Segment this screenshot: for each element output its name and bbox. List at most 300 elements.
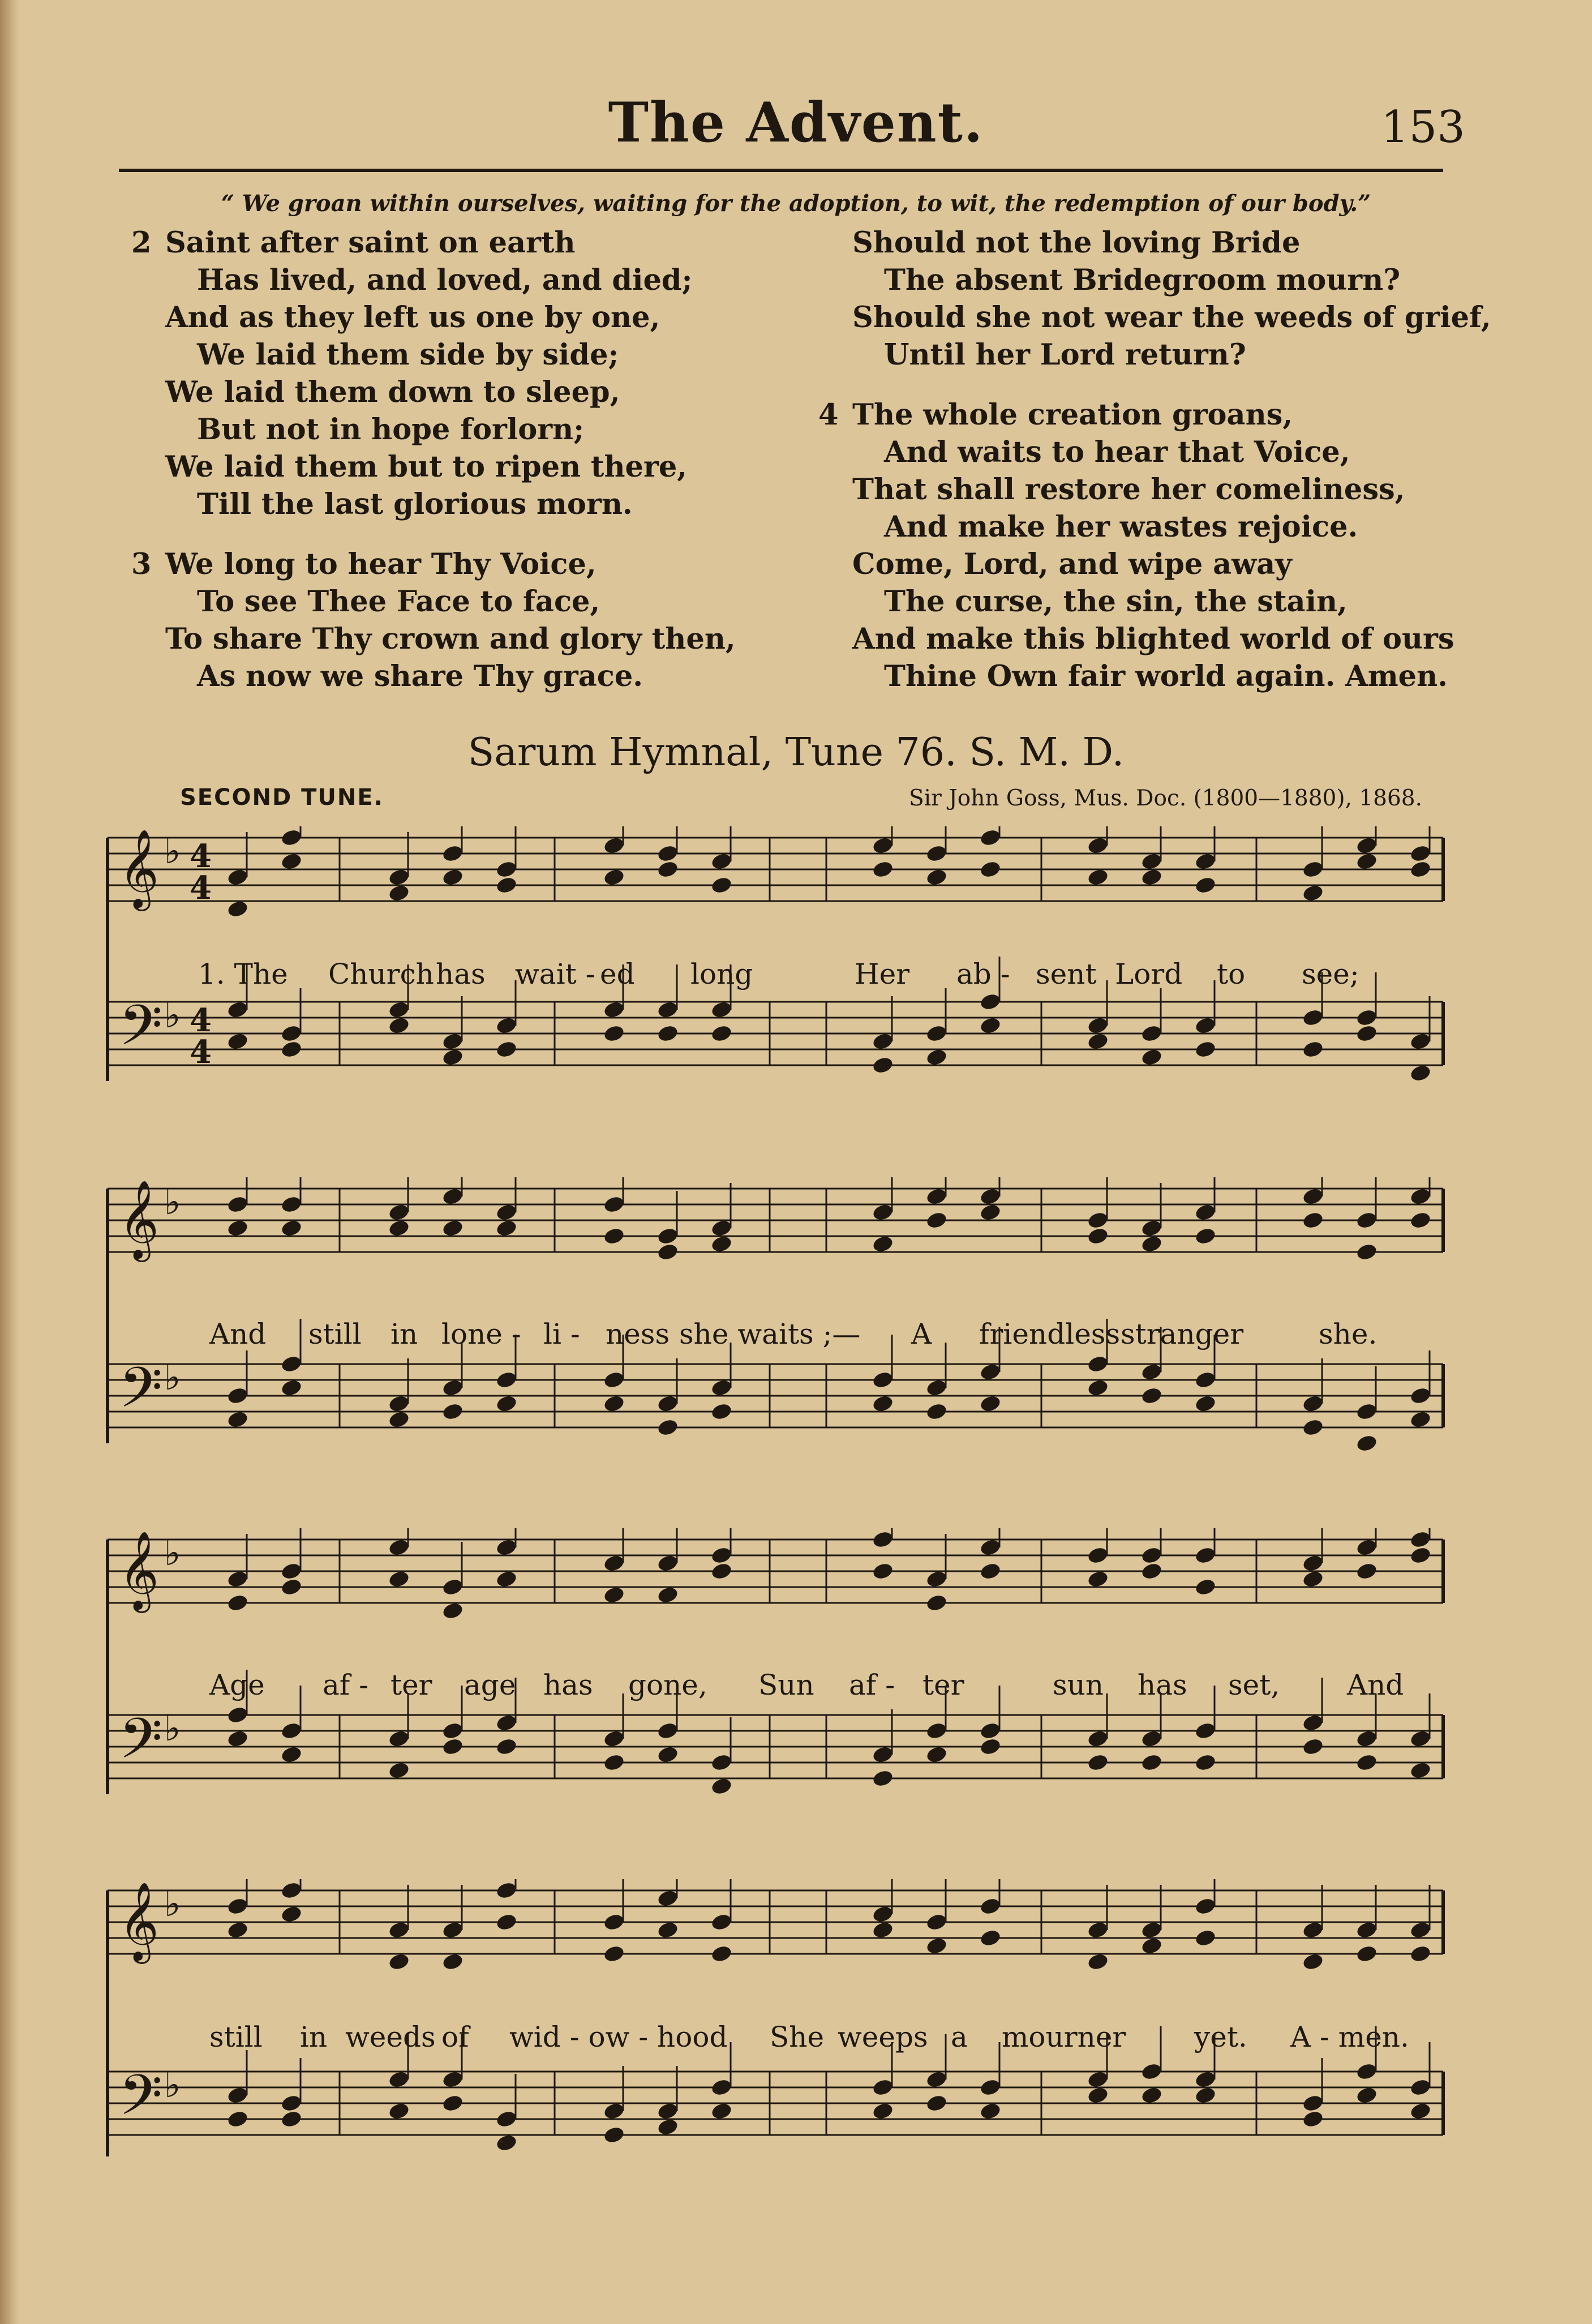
note-head bbox=[495, 1570, 518, 1589]
syllable: li - bbox=[543, 1318, 580, 1350]
note-head bbox=[1409, 1032, 1432, 1051]
note-head bbox=[1140, 1936, 1163, 1956]
note-head bbox=[280, 1040, 303, 1059]
note-head bbox=[388, 1729, 410, 1748]
syllable: she waits ;— bbox=[679, 1318, 861, 1350]
note-head bbox=[925, 868, 948, 887]
note-head bbox=[1302, 1211, 1324, 1230]
note-head bbox=[979, 860, 1002, 879]
note-head bbox=[1355, 1920, 1378, 1940]
note-head bbox=[872, 2102, 894, 2121]
note-head bbox=[1302, 1418, 1324, 1437]
flat-sign-icon: ♭ bbox=[164, 1356, 181, 1398]
note-head bbox=[388, 1570, 410, 1589]
verse-number: 4 bbox=[818, 398, 839, 432]
note-head bbox=[710, 2078, 733, 2097]
syllable: 1. The bbox=[198, 958, 288, 991]
note-head bbox=[280, 1577, 303, 1597]
note-head bbox=[1087, 868, 1109, 887]
note-head bbox=[226, 1386, 249, 1405]
syllable: see; bbox=[1302, 958, 1359, 991]
syllable: sun bbox=[1053, 1669, 1104, 1701]
note-head bbox=[1087, 1227, 1109, 1246]
verse-line: And waits to hear that Voice, bbox=[884, 435, 1350, 469]
syllable: ness bbox=[606, 1318, 670, 1350]
note-head bbox=[388, 1761, 410, 1780]
note-head bbox=[1194, 1394, 1217, 1413]
note-head bbox=[872, 1745, 894, 1764]
note-head bbox=[710, 1234, 733, 1254]
note-head bbox=[441, 1032, 464, 1051]
note-head bbox=[710, 876, 733, 895]
header-rule bbox=[119, 169, 1443, 172]
note-head bbox=[1302, 1920, 1324, 1940]
note-head bbox=[388, 1016, 410, 1035]
lyrics-line-3 bbox=[102, 1669, 1460, 1703]
note-head bbox=[872, 1234, 894, 1254]
note-head bbox=[226, 1195, 249, 1214]
note-head bbox=[603, 1554, 625, 1573]
note-head bbox=[872, 1370, 894, 1390]
time-signature-digit: 4 bbox=[190, 1002, 212, 1039]
note-head bbox=[710, 852, 733, 871]
note-head bbox=[872, 860, 894, 879]
note-head bbox=[1355, 1434, 1378, 1453]
verse-line: And make her wastes rejoice. bbox=[884, 510, 1358, 544]
note-head bbox=[603, 1227, 625, 1246]
syllable: Age bbox=[209, 1669, 265, 1701]
note-head bbox=[495, 1016, 518, 1035]
syllable: And bbox=[209, 1318, 267, 1350]
note-head bbox=[280, 1905, 303, 1924]
note-head bbox=[226, 1897, 249, 1916]
note-head bbox=[388, 1219, 410, 1238]
note-head bbox=[979, 1187, 1002, 1206]
note-head bbox=[603, 2125, 625, 2145]
note-head bbox=[603, 1394, 625, 1413]
note-head bbox=[1409, 1410, 1432, 1429]
note-head bbox=[1409, 1211, 1432, 1230]
note-head bbox=[441, 1187, 464, 1206]
verse-line: We laid them side by side; bbox=[197, 338, 619, 372]
note-head bbox=[1302, 1040, 1324, 1059]
note-head bbox=[603, 1585, 625, 1605]
note-head bbox=[979, 2102, 1002, 2121]
lyrics-line-1 bbox=[102, 958, 1460, 992]
note-head bbox=[979, 1562, 1002, 1581]
note-head bbox=[280, 1195, 303, 1214]
note-head bbox=[1355, 1402, 1378, 1421]
note-head bbox=[1194, 1370, 1217, 1390]
note-head bbox=[656, 1585, 679, 1605]
note-head bbox=[925, 2094, 948, 2113]
syllable: Her bbox=[855, 958, 910, 991]
verse-line: And make this blighted world of ours bbox=[852, 622, 1454, 656]
note-head bbox=[872, 1920, 894, 1940]
note-head bbox=[1087, 1753, 1109, 1772]
note-head bbox=[1194, 876, 1217, 895]
syllable: weeps bbox=[838, 2021, 928, 2053]
note-head bbox=[979, 1538, 1002, 1557]
note-head bbox=[603, 1729, 625, 1748]
note-head bbox=[603, 1913, 625, 1932]
note-head bbox=[1087, 1378, 1109, 1397]
note-head bbox=[1355, 1024, 1378, 1043]
note-head bbox=[1087, 1570, 1109, 1589]
note-head bbox=[388, 1920, 410, 1940]
note-head bbox=[1194, 1227, 1217, 1246]
clef-icon: 𝄢 bbox=[119, 1356, 163, 1435]
note-head bbox=[979, 1897, 1002, 1916]
syllable: still bbox=[209, 2021, 263, 2053]
note-head bbox=[872, 1032, 894, 1051]
note-head bbox=[495, 1538, 518, 1557]
note-head bbox=[710, 1000, 733, 1019]
time-signature-digit: 4 bbox=[190, 1034, 212, 1071]
clef-icon: 𝄞 bbox=[119, 829, 159, 908]
note-head bbox=[1140, 1562, 1163, 1581]
flat-sign-icon: ♭ bbox=[164, 1707, 181, 1749]
note-head bbox=[495, 876, 518, 895]
note-head bbox=[226, 2086, 249, 2105]
syllable: stranger bbox=[1121, 1318, 1244, 1350]
note-head bbox=[1087, 1211, 1109, 1230]
treble-staff bbox=[108, 1177, 1443, 1262]
note-head bbox=[603, 1024, 625, 1043]
syllable: age bbox=[464, 1669, 516, 1701]
note-head bbox=[1194, 1753, 1217, 1772]
note-head bbox=[1302, 1394, 1324, 1413]
note-head bbox=[441, 2070, 464, 2089]
note-head bbox=[656, 844, 679, 863]
tune-title: Sarum Hymnal, Tune 76. S. M. D. bbox=[467, 730, 1125, 775]
flat-sign-icon: ♭ bbox=[164, 1532, 181, 1573]
note-head bbox=[710, 1378, 733, 1397]
note-head bbox=[1355, 2062, 1378, 2081]
note-head bbox=[495, 2109, 518, 2129]
note-head bbox=[1194, 1040, 1217, 1059]
note-head bbox=[280, 1745, 303, 1764]
note-head bbox=[1302, 1570, 1324, 1589]
syllable: af - bbox=[849, 1669, 895, 1701]
note-head bbox=[872, 2078, 894, 2097]
note-head bbox=[388, 1000, 410, 1019]
time-signature-digit: 4 bbox=[190, 838, 212, 875]
note-head bbox=[1087, 2086, 1109, 2105]
note-head bbox=[1302, 1737, 1324, 1756]
clef-icon: 𝄞 bbox=[119, 1180, 159, 1259]
note-head bbox=[1087, 1546, 1109, 1565]
syllable: A - men. bbox=[1290, 2021, 1409, 2053]
note-head bbox=[925, 1187, 948, 1206]
note-head bbox=[1087, 836, 1109, 855]
note-head bbox=[603, 1370, 625, 1390]
note-head bbox=[656, 2117, 679, 2137]
note-head bbox=[1194, 1577, 1217, 1597]
note-head bbox=[656, 1227, 679, 1246]
time-signature-digit: 4 bbox=[190, 869, 212, 907]
note-head bbox=[979, 2078, 1002, 2097]
composer-credit: Sir John Goss, Mus. Doc. (1800—1880), 1868. bbox=[908, 786, 1422, 811]
clef-icon: 𝄢 bbox=[119, 993, 163, 1073]
syllable: weeds bbox=[345, 2021, 436, 2053]
note-head bbox=[495, 860, 518, 879]
music-system-1 bbox=[102, 826, 1460, 1121]
note-head bbox=[226, 1570, 249, 1589]
verse-number: 3 bbox=[131, 547, 152, 581]
verse-line: Should she not wear the weeds of grief, bbox=[852, 301, 1491, 335]
note-head bbox=[1409, 1386, 1432, 1405]
syllable: in bbox=[391, 1318, 418, 1350]
verse-2 bbox=[131, 224, 693, 523]
note-head bbox=[1087, 2070, 1109, 2089]
verse-line: To see Thee Face to face, bbox=[197, 585, 600, 619]
verse-line: We long to hear Thy Voice, bbox=[165, 547, 597, 581]
note-head bbox=[226, 1593, 249, 1613]
note-head bbox=[1194, 852, 1217, 871]
verse-line: The curse, the sin, the stain, bbox=[884, 585, 1348, 619]
note-head bbox=[1355, 1008, 1378, 1027]
note-head bbox=[656, 1024, 679, 1043]
note-head bbox=[226, 1000, 249, 1019]
note-head bbox=[226, 2109, 249, 2129]
note-head bbox=[226, 868, 249, 887]
note-head bbox=[872, 1769, 894, 1788]
note-head bbox=[1409, 1761, 1432, 1780]
note-head bbox=[441, 1219, 464, 1238]
second-tune-label: SECOND TUNE. bbox=[180, 784, 384, 811]
verse-line: But not in hope forlorn; bbox=[197, 413, 585, 447]
flat-sign-icon: ♭ bbox=[164, 830, 181, 872]
note-head bbox=[1302, 884, 1324, 903]
note-head bbox=[441, 2094, 464, 2113]
note-head bbox=[441, 1920, 464, 1940]
note-head bbox=[495, 1881, 518, 1900]
note-head bbox=[656, 860, 679, 879]
note-head bbox=[280, 2109, 303, 2129]
note-head bbox=[495, 1737, 518, 1756]
verse-line: Till the last glorious morn. bbox=[197, 487, 633, 521]
note-head bbox=[656, 1920, 679, 1940]
note-head bbox=[441, 1402, 464, 1421]
note-head bbox=[979, 1362, 1002, 1382]
syllable: she. bbox=[1319, 1318, 1378, 1350]
syllable: set, bbox=[1228, 1669, 1280, 1701]
note-head bbox=[1355, 1242, 1378, 1262]
syllable: Church bbox=[328, 958, 434, 991]
note-head bbox=[925, 1402, 948, 1421]
flat-sign-icon: ♭ bbox=[164, 1181, 181, 1223]
clef-icon: 𝄞 bbox=[119, 1882, 159, 1961]
note-head bbox=[226, 1032, 249, 1051]
note-head bbox=[1140, 1234, 1163, 1254]
music-system-2 bbox=[102, 1177, 1460, 1483]
note-head bbox=[603, 1000, 625, 1019]
note-head bbox=[925, 1378, 948, 1397]
note-head bbox=[1355, 1562, 1378, 1581]
note-head bbox=[1355, 1538, 1378, 1557]
note-head bbox=[280, 1721, 303, 1740]
note-head bbox=[1087, 1729, 1109, 1748]
note-head bbox=[1409, 2102, 1432, 2121]
note-head bbox=[1140, 1048, 1163, 1067]
note-head bbox=[656, 1554, 679, 1573]
note-head bbox=[1194, 2070, 1217, 2089]
note-head bbox=[872, 836, 894, 855]
syllable: And bbox=[1347, 1669, 1404, 1701]
note-head bbox=[656, 1242, 679, 1262]
note-head bbox=[979, 1737, 1002, 1756]
note-head bbox=[1140, 2086, 1163, 2105]
running-title: The Advent. bbox=[608, 91, 984, 155]
note-head bbox=[441, 1577, 464, 1597]
note-head bbox=[603, 1944, 625, 1963]
verse-line: To share Thy crown and glory then, bbox=[165, 622, 736, 656]
note-head bbox=[1355, 2086, 1378, 2105]
note-head bbox=[710, 1913, 733, 1932]
note-head bbox=[603, 1195, 625, 1214]
note-head bbox=[441, 1601, 464, 1620]
treble-staff bbox=[108, 1528, 1443, 1620]
note-head bbox=[1409, 1187, 1432, 1206]
verse-number: 2 bbox=[131, 226, 152, 260]
note-head bbox=[979, 828, 1002, 847]
verse-line: Thine Own fair world again. Amen. bbox=[884, 659, 1448, 693]
music-system-3 bbox=[102, 1528, 1460, 1834]
note-head bbox=[1355, 1944, 1378, 1963]
syllable: lone - bbox=[441, 1318, 521, 1350]
note-head bbox=[656, 1418, 679, 1437]
note-head bbox=[280, 1024, 303, 1043]
note-head bbox=[603, 2102, 625, 2121]
note-head bbox=[495, 1913, 518, 1932]
note-head bbox=[1409, 1546, 1432, 1565]
note-head bbox=[441, 868, 464, 887]
note-head bbox=[1409, 1944, 1432, 1963]
note-head bbox=[872, 1203, 894, 1222]
verse-line: Until her Lord return? bbox=[884, 338, 1246, 372]
note-head bbox=[388, 2102, 410, 2121]
note-head bbox=[495, 1219, 518, 1238]
note-head bbox=[979, 992, 1002, 1011]
syllable: A bbox=[911, 1318, 932, 1350]
note-head bbox=[1194, 2086, 1217, 2105]
note-head bbox=[710, 1777, 733, 1796]
verse-line: Should not the loving Bride bbox=[852, 226, 1301, 260]
note-head bbox=[441, 1952, 464, 1971]
note-head bbox=[1355, 1753, 1378, 1772]
note-head bbox=[925, 1211, 948, 1230]
note-head bbox=[280, 1354, 303, 1374]
note-head bbox=[226, 1219, 249, 1238]
music-system-4 bbox=[102, 1879, 1460, 2196]
syllable: ed bbox=[600, 958, 635, 991]
note-head bbox=[1140, 1024, 1163, 1043]
note-head bbox=[495, 1370, 518, 1390]
note-head bbox=[226, 1705, 249, 1725]
note-head bbox=[603, 1753, 625, 1772]
syllable: wid - ow - hood bbox=[509, 2021, 728, 2053]
note-head bbox=[872, 1562, 894, 1581]
note-head bbox=[1302, 2109, 1324, 2129]
syllable: to bbox=[1217, 958, 1246, 991]
verse-line: The absent Bridegroom mourn? bbox=[884, 263, 1401, 297]
note-head bbox=[441, 1048, 464, 1067]
verse-3 bbox=[131, 546, 736, 695]
note-head bbox=[226, 1729, 249, 1748]
note-head bbox=[925, 1048, 948, 1067]
note-head bbox=[1140, 1920, 1163, 1940]
note-head bbox=[925, 1721, 948, 1740]
note-head bbox=[1409, 1729, 1432, 1748]
note-head bbox=[1194, 1016, 1217, 1035]
verse-line: We laid them down to sleep, bbox=[165, 375, 620, 409]
note-head bbox=[1140, 868, 1163, 887]
syllable: still bbox=[308, 1318, 362, 1350]
verse-2-continued bbox=[852, 224, 1491, 374]
note-head bbox=[1409, 860, 1432, 879]
note-head bbox=[388, 1410, 410, 1429]
flat-sign-icon: ♭ bbox=[164, 1883, 181, 1924]
syllable: gone, bbox=[628, 1669, 707, 1701]
note-head bbox=[280, 1378, 303, 1397]
note-head bbox=[495, 1394, 518, 1413]
syllable: mourner bbox=[1002, 2021, 1126, 2053]
clef-icon: 𝄞 bbox=[119, 1531, 159, 1610]
syllable: Sun bbox=[758, 1669, 814, 1701]
note-head bbox=[226, 899, 249, 919]
note-head bbox=[280, 2094, 303, 2113]
note-head bbox=[1355, 1729, 1378, 1748]
page-number: 153 bbox=[1381, 102, 1465, 153]
note-head bbox=[656, 1000, 679, 1019]
note-head bbox=[280, 1562, 303, 1581]
note-head bbox=[441, 1737, 464, 1756]
syllable: has bbox=[543, 1669, 593, 1701]
note-head bbox=[280, 1219, 303, 1238]
note-head bbox=[1302, 1187, 1324, 1206]
note-head bbox=[1087, 1952, 1109, 1971]
syllable: has bbox=[436, 958, 486, 991]
note-head bbox=[1302, 1713, 1324, 1733]
note-head bbox=[1302, 860, 1324, 879]
verse-line: And as they left us one by one, bbox=[165, 301, 660, 335]
note-head bbox=[1409, 1920, 1432, 1940]
note-head bbox=[872, 1394, 894, 1413]
syllable: of bbox=[441, 2021, 469, 2053]
note-head bbox=[1140, 1546, 1163, 1565]
epigraph: “ We groan within ourselves, waiting for the adoption, to wit, the redemption of our body.” bbox=[221, 190, 1371, 217]
verse-line: That shall restore her comeliness, bbox=[852, 473, 1405, 507]
note-head bbox=[1409, 1530, 1432, 1549]
note-head bbox=[1140, 852, 1163, 871]
treble-staff bbox=[108, 826, 1443, 919]
note-head bbox=[1140, 1386, 1163, 1405]
syllable: ab - bbox=[956, 958, 1010, 991]
note-head bbox=[1087, 1016, 1109, 1035]
syllable: ter bbox=[922, 1669, 964, 1701]
note-head bbox=[710, 1753, 733, 1772]
syllable: af - bbox=[323, 1669, 369, 1701]
note-head bbox=[925, 1024, 948, 1043]
note-head bbox=[1355, 852, 1378, 871]
note-head bbox=[388, 1394, 410, 1413]
note-head bbox=[1355, 836, 1378, 855]
note-head bbox=[1409, 1064, 1432, 1083]
syllable: sent bbox=[1036, 958, 1097, 991]
note-head bbox=[388, 1538, 410, 1557]
note-head bbox=[979, 1721, 1002, 1740]
